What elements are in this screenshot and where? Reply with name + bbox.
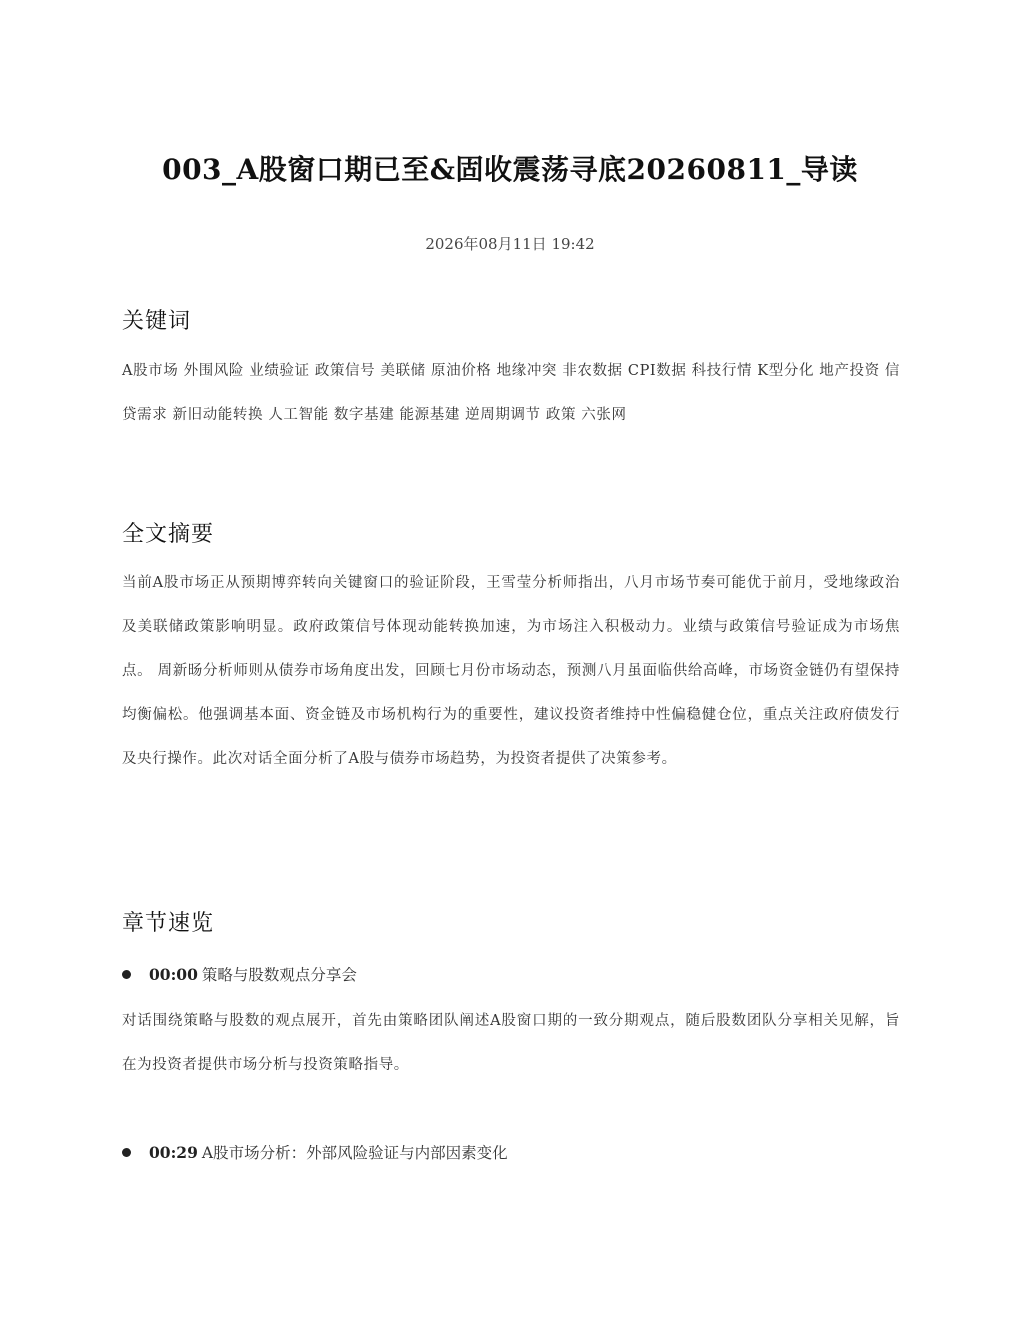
chapters-heading: 章节速览 [122,911,215,936]
bullet-icon [122,1148,131,1157]
chapter-item [122,1141,900,1163]
chapter-title: A股市场分析：外部风险验证与内部因素变化 [201,1144,508,1162]
keywords-heading: 关键词 [122,309,192,334]
document-date: 2026年08月11日 19:42 [425,235,595,253]
chapter-time: 00:29 [149,1143,198,1162]
bullet-icon [122,970,131,979]
summary-heading: 全文摘要 [122,522,215,547]
document-title: 003_A股窗口期已至&固收震荡寻底20260811_导读 [162,153,858,186]
chapter-time: 00:00 [149,965,198,984]
chapter-item [122,963,900,985]
chapter-description: 对话围绕策略与股数的观点展开，首先由策略团队阐述A股窗口期的一致分期观点，随后股数团队分享相关见解，旨在为投资者提供市场分析与投资策略指导。 [122,1013,900,1073]
chapter-title: 策略与股数观点分享会 [201,966,357,984]
summary-text: 当前A股市场正从预期博弈转向关键窗口的验证阶段，王雪莹分析师指出，八月市场节奏可能优于前月，受地缘政治及美联储政策影响明显。政府政策信号体现动能转换加速，为市场注入积极动力。业绩与政策信号验证成为市场焦点。 周新旸分析师则从债券市场角度出发，回顾七月份市场动态，预测八月虽面临供给高峰，市场资金链仍有望保持均衡偏松。他强调基本面、资金链及市场机构行为的重要性，建议投资者维持中性偏稳健仓位，重点关注政府债发行及央行操作。此次对话全面分析了A股与债券市场趋势，为投资者提供了决策参考。 [122,575,900,767]
keywords-text: A股市场 外围风险 业绩验证 政策信号 美联储 原油价格 地缘冲突 非农数据 CPI数据 科技行情 K型分化 地产投资 信贷需求 新旧动能转换 人工智能 数字基建 能源基建 逆周期调节 政策 六张网 [122,363,900,423]
